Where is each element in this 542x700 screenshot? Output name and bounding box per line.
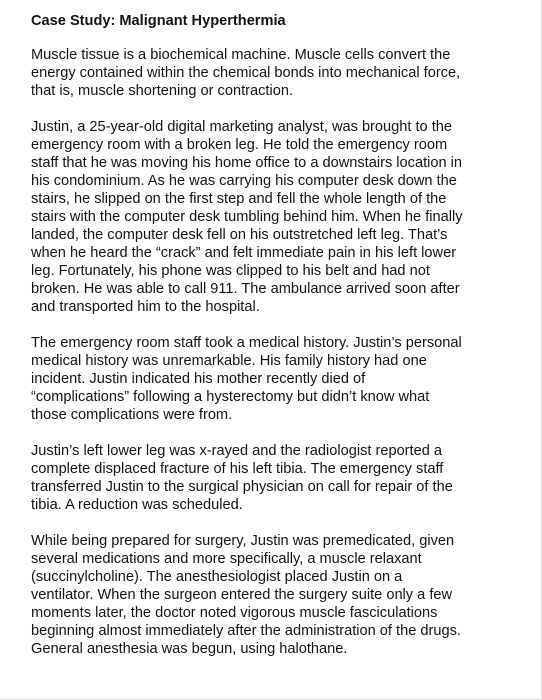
text-line: Justin’s left lower leg was x-rayed and the radiologist reported a (31, 443, 443, 459)
text-line: landed, the computer desk fell on his outstretched left leg. That’s (31, 227, 448, 243)
paragraph-3 (31, 334, 531, 424)
text-line: staff that he was moving his home office to a downstairs location in (31, 155, 463, 171)
document-title: Case Study: Malignant Hyperthermia (31, 13, 286, 29)
text-line: ventilator. When the surgeon entered the surgery suite only a few (31, 587, 453, 603)
paragraph-2 (31, 118, 531, 316)
paragraph-5 (31, 532, 531, 658)
text-line: tibia. A reduction was scheduled. (31, 497, 243, 513)
text-line: several medications and more specifically, a muscle relaxant (31, 551, 422, 567)
paragraph-1 (31, 46, 531, 100)
text-line: that is, muscle shortening or contraction. (31, 83, 294, 99)
text-line: “complications” following a hysterectomy but didn’t know what (31, 389, 430, 405)
text-line: Muscle tissue is a biochemical machine. Muscle cells convert the (31, 47, 451, 63)
text-line: moments later, the doctor noted vigorous muscle fasciculations (31, 605, 438, 621)
text-line: transferred Justin to the surgical physician on call for repair of the (31, 479, 453, 495)
text-line: complete displaced fracture of his left tibia. The emergency staff (31, 461, 444, 477)
text-line: incident. Justin indicated his mother recently died of (31, 371, 366, 387)
text-line: leg. Fortunately, his phone was clipped to his belt and had not (31, 263, 430, 279)
text-line: Justin, a 25-year-old digital marketing analyst, was brought to the (31, 119, 453, 135)
text-line: stairs, he slipped on the first step and fell the whole length of the (31, 191, 447, 207)
text-line: and transported him to the hospital. (31, 299, 260, 315)
text-line: energy contained within the chemical bonds into mechanical force, (31, 65, 461, 81)
text-line: (succinylcholine). The anesthesiologist placed Justin on a (31, 569, 403, 585)
text-line: beginning almost immediately after the administration of the drugs. (31, 623, 461, 639)
text-line: stairs with the computer desk tumbling behind him. When he finally (31, 209, 463, 225)
text-line: broken. He was able to call 911. The ambulance arrived soon after (31, 281, 460, 297)
text-line: those complications were from. (31, 407, 233, 423)
text-line: his condominium. As he was carrying his computer desk down the (31, 173, 457, 189)
text-line: General anesthesia was begun, using halothane. (31, 641, 348, 657)
text-line: medical history was unremarkable. His family history had one (31, 353, 427, 369)
paragraph-4 (31, 442, 531, 514)
text-line: when he heard the “crack” and felt immediate pain in his left lower (31, 245, 457, 261)
text-line: While being prepared for surgery, Justin was premedicated, given (31, 533, 455, 549)
text-line: emergency room with a broken leg. He told the emergency room (31, 137, 448, 153)
paragraph-list (31, 46, 531, 658)
text-line: The emergency room staff took a medical history. Justin’s personal (31, 335, 462, 351)
document-body (31, 12, 531, 676)
